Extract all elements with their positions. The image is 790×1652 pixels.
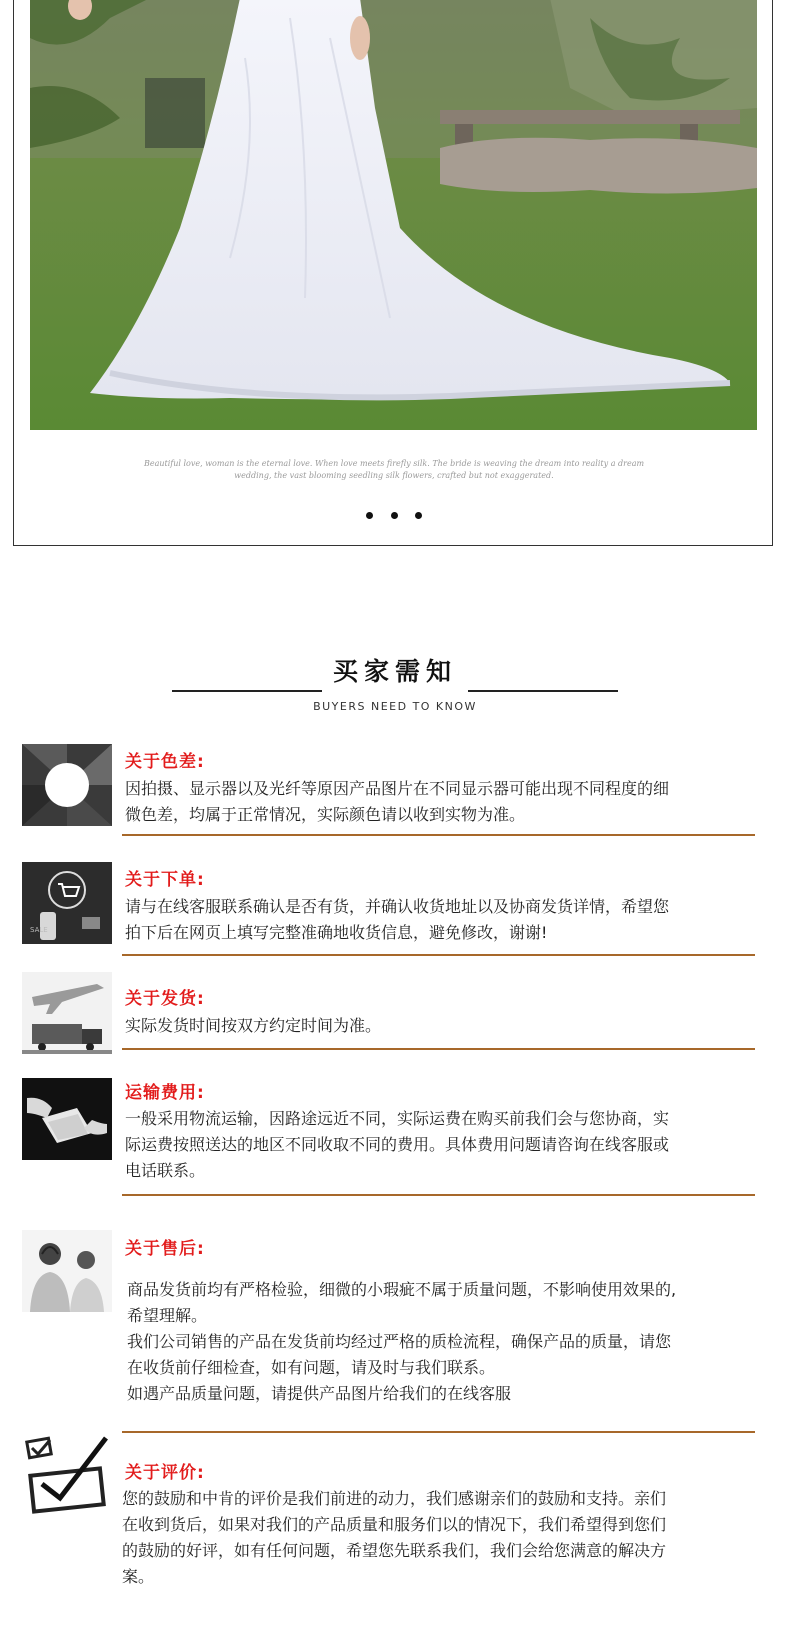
section-separator (122, 954, 755, 956)
section-separator (122, 1048, 755, 1050)
section-line: 如遇产品质量问题，请提供产品图片给我们的在线客服 (127, 1384, 512, 1403)
section-body (125, 776, 750, 828)
gallery-caption (14, 458, 774, 482)
color-wheel-icon (22, 744, 112, 826)
pagination-dot[interactable] (366, 512, 373, 519)
title-rule-right (468, 690, 618, 692)
section-line: 一般采用物流运输，因路途远近不同，实际运费在购买前我们会与您协商，实 (125, 1109, 670, 1128)
section-line: 我们公司销售的产品在发货前均经过严格的质检流程，确保产品的质量，请您 (127, 1332, 672, 1351)
airplane-truck-icon (22, 972, 112, 1054)
gallery-pagination (14, 504, 774, 523)
section-line: 希望理解。 (127, 1306, 208, 1325)
customer-service-icon (22, 1230, 112, 1312)
section-line: 电话联系。 (125, 1161, 206, 1180)
product-gallery-frame (13, 0, 773, 546)
section-line: 案。 (122, 1567, 155, 1586)
section-line: 请与在线客服联系确认是否有货，并确认收货地址以及协商发货详情，希望您 (125, 897, 670, 916)
section-title: 关于售后: (125, 1239, 205, 1259)
section-title: 关于下单: (125, 870, 205, 890)
section-body (125, 1106, 750, 1184)
notice-title: 买家需知 (332, 657, 457, 686)
gallery-caption-line: wedding, the vast blooming seedling silk flowers, crafted but not exaggerated. (234, 471, 554, 480)
gallery-caption-line: Beautiful love, woman is the eternal love. When love meets firefly silk. The bride is weaving the dream into reality a dream (143, 459, 645, 468)
section-line: 际运费按照送达的地区不同收取不同的费用。具体费用问题请咨询在线客服或 (125, 1135, 670, 1154)
section-title: 关于评价: (125, 1463, 205, 1483)
section-separator (122, 1431, 755, 1433)
section-body (122, 1486, 747, 1590)
section-line: 的鼓励的好评，如有任何问题，希望您先联系我们，我们会给您满意的解决方 (122, 1541, 667, 1560)
section-title: 关于色差: (125, 752, 205, 772)
title-rule-left (172, 690, 322, 692)
wedding-dress-photo (30, 0, 757, 430)
svg-text:SALE: SALE (30, 926, 48, 934)
section-line: 在收货前仔细检查，如有问题，请及时与我们联系。 (127, 1358, 496, 1377)
section-title: 关于发货: (125, 989, 205, 1009)
section-body (127, 1277, 752, 1407)
section-line: 因拍摄、显示器以及光纤等原因产品图片在不同显示器可能出现不同程度的细 (125, 779, 670, 798)
section-separator (122, 1194, 755, 1196)
section-line: 您的鼓励和中肯的评价是我们前进的动力，我们感谢亲们的鼓励和支持。亲们 (122, 1489, 667, 1508)
pagination-dot[interactable] (415, 512, 422, 519)
checklist-icon (22, 1432, 112, 1514)
section-line: 实际发货时间按双方约定时间为准。 (125, 1016, 382, 1035)
shopping-cart-icon (22, 862, 112, 944)
section-line: 商品发货前均有严格检验，细微的小瑕疵不属于质量问题，不影响使用效果的, (127, 1280, 677, 1299)
section-line: 在收到货后，如果对我们的产品质量和服务们以的情况下，我们希望得到您们 (122, 1515, 667, 1534)
notice-subtitle: BUYERS NEED TO KNOW (313, 700, 477, 713)
section-line: 拍下后在网页上填写完整准确地收货信息，避免修改，谢谢! (125, 923, 548, 942)
section-separator (122, 834, 755, 836)
section-body (125, 1013, 750, 1039)
money-hands-icon (22, 1078, 112, 1160)
pagination-dot[interactable] (391, 512, 398, 519)
section-body (125, 894, 750, 946)
section-line: 微色差，均属于正常情况，实际颜色请以收到实物为准。 (125, 805, 526, 824)
section-title: 运输费用: (125, 1083, 205, 1103)
